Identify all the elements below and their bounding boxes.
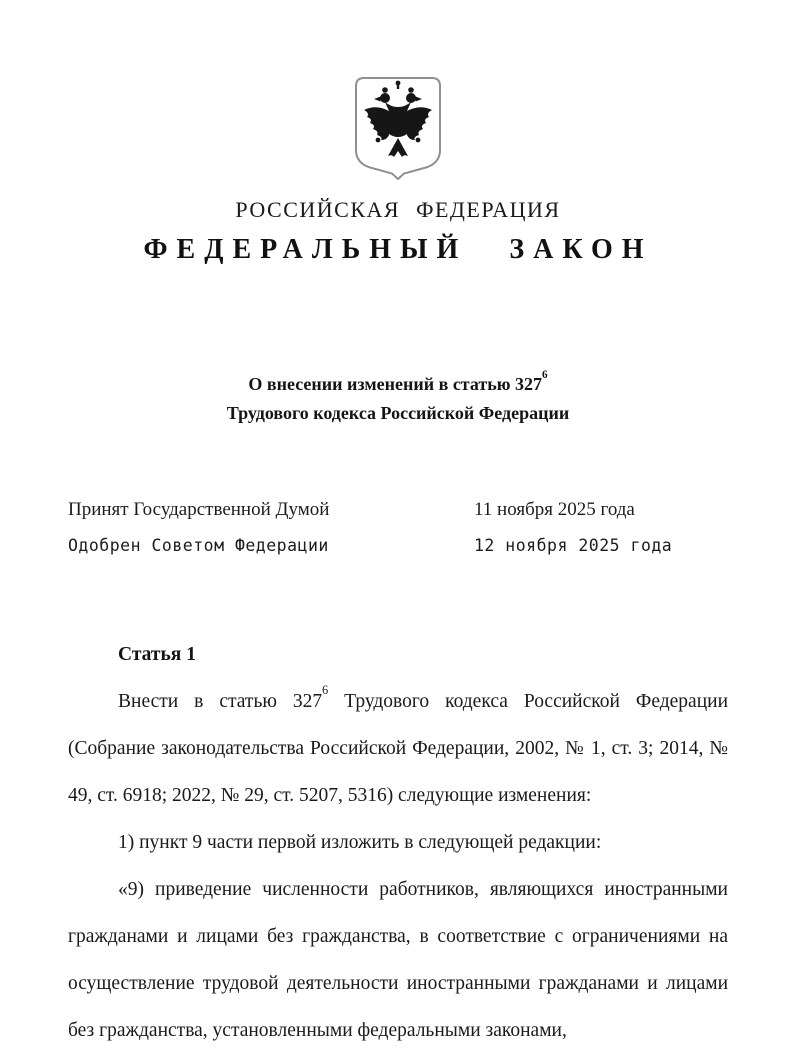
adoption-block bbox=[68, 492, 728, 563]
law-title-line1-text: О внесении изменений в статью 327 bbox=[248, 374, 543, 394]
paragraph-intro-superscript: 6 bbox=[322, 683, 329, 698]
emblem-container bbox=[68, 0, 728, 180]
paragraph-item-1: 1) пункт 9 части первой изложить в следующей редакции: bbox=[118, 832, 602, 853]
paragraph-amendment-intro bbox=[68, 678, 728, 819]
paragraph-quoted-point-9: «9) приведение численности работников, являющихся иностранными гражданами и лицами без гражданства, в соответствие с ограничениями на осуществление трудовой деятельности иностранными гражданами и лицами без гражданства, установленными федеральными законами, bbox=[68, 879, 728, 1041]
coat-of-arms-icon bbox=[354, 76, 442, 180]
law-title bbox=[68, 370, 728, 428]
adopted-by-date: 11 ноября 2025 года bbox=[474, 499, 635, 520]
article-body bbox=[68, 678, 728, 1054]
paragraph-intro-after: Трудового кодекса Российской Федерации (Собрание законодательства Российской Федерации, 2002, № 1, ст. 3; 2014, № 49, ст. 6918; 2022, № 29, ст. 5207, 5316) следующие изменения: bbox=[68, 691, 729, 806]
country-heading: РОССИЙСКАЯ ФЕДЕРАЦИЯ bbox=[235, 197, 561, 222]
approved-by-date: 12 ноября 2025 года bbox=[474, 536, 673, 555]
paragraph-intro-before: Внести в статью 327 bbox=[118, 691, 323, 712]
document-type-heading: ФЕДЕРАЛЬНЫЙ ЗАКОН bbox=[143, 234, 653, 265]
article-1-heading: Статья 1 bbox=[118, 644, 196, 665]
law-title-line1 bbox=[68, 370, 728, 399]
approved-by-label: Одобрен Советом Федерации bbox=[68, 536, 329, 555]
adopted-by-label: Принят Государственной Думой bbox=[68, 499, 330, 520]
law-title-superscript: 6 bbox=[542, 368, 548, 381]
law-title-line2: Трудового кодекса Российской Федерации bbox=[226, 403, 570, 423]
